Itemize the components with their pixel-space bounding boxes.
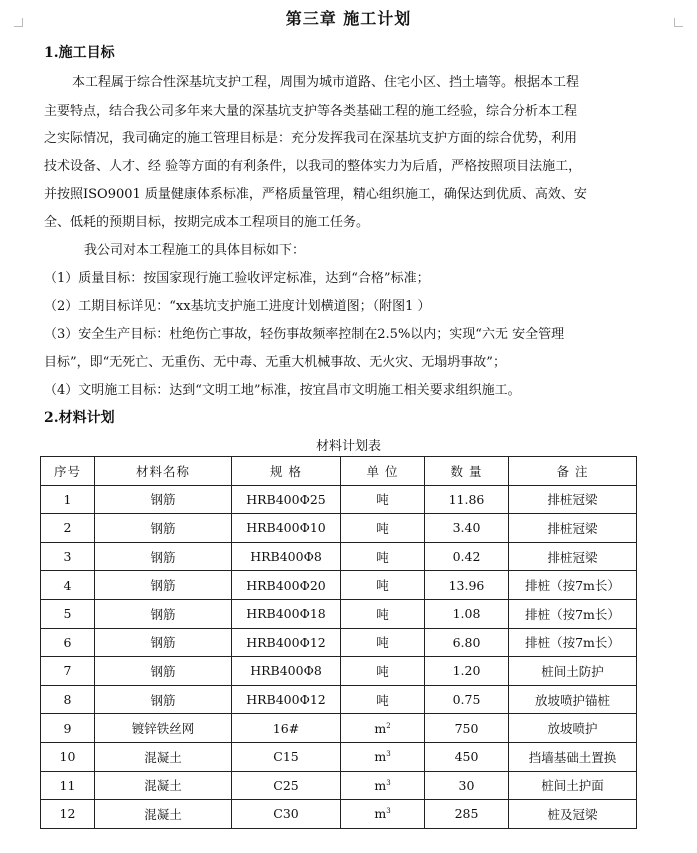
chapter-title: 第三章 施工计划 xyxy=(285,9,412,28)
remark-cell: 桩及冠梁 xyxy=(509,800,637,829)
quantity-cell: 0.75 xyxy=(425,685,509,714)
table-row xyxy=(41,657,637,686)
material-name-cell: 混凝土 xyxy=(95,742,232,771)
unit-cell: 吨 xyxy=(341,685,425,714)
section-heading-goals: 1.施工目标 xyxy=(44,45,115,61)
remark-cell: 排桩冠梁 xyxy=(509,485,637,514)
material-name-cell: 钢筋 xyxy=(95,628,232,657)
row-index-cell: 1 xyxy=(41,485,95,514)
quantity-cell: 13.96 xyxy=(425,571,509,600)
unit-cell: $m^3$ xyxy=(341,742,425,771)
material-name-cell: 钢筋 xyxy=(95,685,232,714)
paragraph-line: 全、低耗的预期目标，按期完成本工程项目的施工任务。 xyxy=(44,215,370,230)
table-row xyxy=(41,485,637,514)
unit-cell: $m^3$ xyxy=(341,771,425,800)
row-index-cell: 9 xyxy=(41,714,95,743)
unit-cell: 吨 xyxy=(341,514,425,543)
material-name-cell: 钢筋 xyxy=(95,657,232,686)
spec-cell: HRB400Φ20 xyxy=(232,571,341,600)
header-cell: 材料名称 xyxy=(95,457,232,486)
quantity-cell: 0.42 xyxy=(425,542,509,571)
spec-cell: HRB400Φ8 xyxy=(232,657,341,686)
row-index-cell: 12 xyxy=(41,800,95,829)
row-index-cell: 3 xyxy=(41,542,95,571)
unit-cell: 吨 xyxy=(341,571,425,600)
quantity-cell: 285 xyxy=(425,800,509,829)
paragraph-line: 本工程属于综合性深基坑支护工程，周围为城市道路、住宅小区、挡土墙等。根据本工程 xyxy=(72,75,580,90)
unit-cell: 吨 xyxy=(341,599,425,628)
remark-cell: 排桩冠梁 xyxy=(509,514,637,543)
unit-cell: $m^3$ xyxy=(341,800,425,829)
table-row xyxy=(41,685,637,714)
header-cell: 数 量 xyxy=(425,457,509,486)
spec-cell: HRB400Φ18 xyxy=(232,599,341,628)
remark-cell: 排桩（按7m长） xyxy=(509,571,637,600)
material-name-cell: 镀锌铁丝网 xyxy=(95,714,232,743)
material-name-cell: 钢筋 xyxy=(95,571,232,600)
unit-cell: 吨 xyxy=(341,542,425,571)
goal-item: 目标”，即“无死亡、无重伤、无中毒、无重大机械事故、无火灾、无塌坍事故”； xyxy=(44,355,506,370)
table-row xyxy=(41,571,637,600)
unit-exponent: 3 xyxy=(386,750,391,759)
quantity-cell: 1.08 xyxy=(425,599,509,628)
quantity-cell: 1.20 xyxy=(425,657,509,686)
unit-cell: 吨 xyxy=(341,628,425,657)
remark-cell: 排桩冠梁 xyxy=(509,542,637,571)
quantity-cell: 11.86 xyxy=(425,485,509,514)
table-header-row xyxy=(41,457,637,486)
quantity-cell: 450 xyxy=(425,742,509,771)
material-name-cell: 钢筋 xyxy=(95,542,232,571)
table-caption: 材料计划表 xyxy=(315,439,381,454)
material-name-cell: 混凝土 xyxy=(95,800,232,829)
spec-cell: HRB400Φ25 xyxy=(232,485,341,514)
unit-exponent: 3 xyxy=(386,778,391,787)
table-row xyxy=(41,714,637,743)
remark-cell: 放坡喷护锚桩 xyxy=(509,685,637,714)
unit-cell: 吨 xyxy=(341,485,425,514)
table-row xyxy=(41,628,637,657)
spec-cell: C25 xyxy=(232,771,341,800)
spec-cell: HRB400Φ12 xyxy=(232,628,341,657)
material-name-cell: 混凝土 xyxy=(95,771,232,800)
unit-cell: 吨 xyxy=(341,657,425,686)
paragraph-line: 我公司对本工程施工的具体目标如下： xyxy=(84,243,306,258)
materials-table xyxy=(40,456,637,829)
spec-cell: HRB400Φ8 xyxy=(232,542,341,571)
paragraph-line: 并按照ISO9001 质量健康体系标准，严格质量管理，精心组织施工，确保达到优质、高效、安 xyxy=(44,187,587,202)
paragraph-line: 技术设备、人才、经 验等方面的有利条件，以我司的整体实力为后盾，严格按照项目法施工， xyxy=(44,159,582,174)
spec-cell: C30 xyxy=(232,800,341,829)
quantity-cell: 3.40 xyxy=(425,514,509,543)
table-row xyxy=(41,542,637,571)
paragraph-line: 之实际情况，我司确定的施工管理目标是：充分发挥我司在深基坑支护方面的综合优势，利用 xyxy=(44,131,578,146)
spec-cell: HRB400Φ12 xyxy=(232,685,341,714)
quantity-cell: 30 xyxy=(425,771,509,800)
quantity-cell: 6.80 xyxy=(425,628,509,657)
row-index-cell: 11 xyxy=(41,771,95,800)
unit-exponent: 2 xyxy=(386,721,391,730)
remark-cell: 排桩（按7m长） xyxy=(509,628,637,657)
row-index-cell: 2 xyxy=(41,514,95,543)
remark-cell: 放坡喷护 xyxy=(509,714,637,743)
unit-cell: $m^2$ xyxy=(341,714,425,743)
goal-item: （2）工期目标详见：“xx基坑支护施工进度计划横道图；（附图1 ） xyxy=(44,299,431,314)
remark-cell: 桩间土防护 xyxy=(509,657,637,686)
material-name-cell: 钢筋 xyxy=(95,514,232,543)
remark-cell: 桩间土护面 xyxy=(509,771,637,800)
header-cell: 规 格 xyxy=(232,457,341,486)
goal-item: （4）文明施工目标：达到“文明工地”标准，按宜昌市文明施工相关要求组织施工。 xyxy=(44,383,521,398)
material-name-cell: 钢筋 xyxy=(95,599,232,628)
goal-item: （1）质量目标：按国家现行施工验收评定标准，达到“合格”标准； xyxy=(44,271,430,286)
material-name-cell: 钢筋 xyxy=(95,485,232,514)
spec-cell: C15 xyxy=(232,742,341,771)
goal-item: （3）安全生产目标：杜绝伤亡事故，轻伤事故频率控制在2.5%以内；实现“六无 安全管理 xyxy=(44,327,565,342)
spec-cell: 16# xyxy=(232,714,341,743)
table-row xyxy=(41,800,637,829)
header-cell: 序号 xyxy=(41,457,95,486)
header-cell: 备 注 xyxy=(509,457,637,486)
table-row xyxy=(41,599,637,628)
row-index-cell: 10 xyxy=(41,742,95,771)
quantity-cell: 750 xyxy=(425,714,509,743)
row-index-cell: 5 xyxy=(41,599,95,628)
table-row xyxy=(41,742,637,771)
remark-cell: 排桩（按7m长） xyxy=(509,599,637,628)
spec-cell: HRB400Φ10 xyxy=(232,514,341,543)
table-row xyxy=(41,771,637,800)
table-row xyxy=(41,514,637,543)
remark-cell: 挡墙基础土置换 xyxy=(509,742,637,771)
row-index-cell: 4 xyxy=(41,571,95,600)
header-cell: 单 位 xyxy=(341,457,425,486)
section-heading-materials: 2.材料计划 xyxy=(44,410,115,426)
row-index-cell: 8 xyxy=(41,685,95,714)
row-index-cell: 6 xyxy=(41,628,95,657)
row-index-cell: 7 xyxy=(41,657,95,686)
unit-exponent: 3 xyxy=(386,807,391,816)
paragraph-line: 主要特点，结合我公司多年来大量的深基坑支护等各类基础工程的施工经验，综合分析本工程 xyxy=(44,104,578,119)
